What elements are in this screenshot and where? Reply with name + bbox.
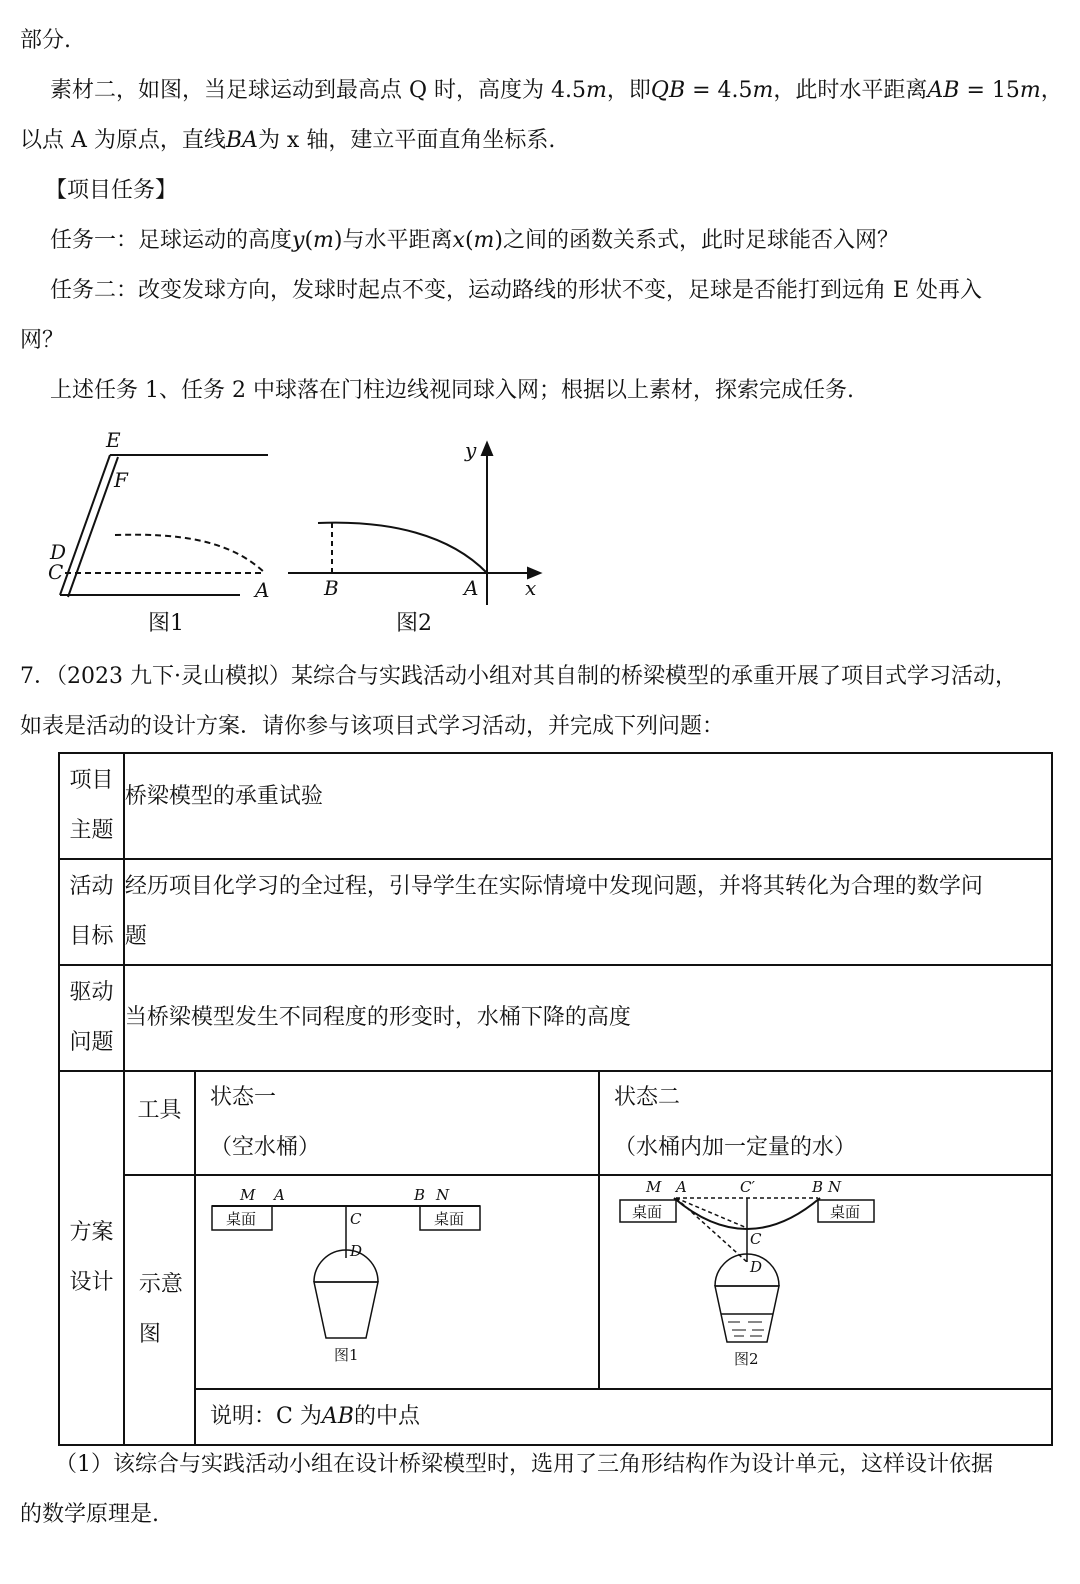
intro-text: ，此时水平距离 bbox=[773, 78, 928, 103]
math-y: y bbox=[292, 228, 305, 253]
intro-text: 素材二，如图，当足球运动到最高点 Q 时，高度为 4.5 bbox=[50, 78, 587, 103]
table-row bbox=[59, 1071, 1052, 1175]
row-head-plan bbox=[59, 1071, 124, 1445]
y-axis-arrow bbox=[482, 443, 492, 455]
goal-post-inner bbox=[68, 457, 118, 597]
intro-line-0: 部分. bbox=[20, 28, 71, 53]
task-text: 任务一：足球运动的高度 bbox=[50, 228, 293, 253]
label-A-origin: A bbox=[464, 576, 479, 600]
label-B: B bbox=[811, 1178, 824, 1196]
head-text: 项目 bbox=[69, 768, 114, 793]
state-2-cell bbox=[599, 1071, 1052, 1175]
label-B: B bbox=[324, 576, 339, 600]
task-text: )与水平距离 bbox=[333, 228, 453, 253]
topic-cell: 桥梁模型的承重试验 bbox=[124, 753, 1052, 859]
label-N: N bbox=[827, 1178, 842, 1196]
diagram-2-cell bbox=[599, 1175, 1052, 1389]
math-AB: AB bbox=[321, 1404, 354, 1429]
row-head-goal bbox=[59, 859, 124, 965]
question-7-line-1: 7．（2023 九下·灵山模拟）某综合与实践活动小组对其自制的桥梁模型的承重开展了项目式学习活动， bbox=[20, 664, 1017, 689]
dashed-AD bbox=[676, 1198, 747, 1262]
head-text: 活动 bbox=[69, 874, 114, 899]
water-hatching bbox=[728, 1322, 764, 1336]
label-C: C bbox=[48, 560, 64, 584]
table-row bbox=[59, 965, 1052, 1071]
fig2-caption: 图2 bbox=[396, 611, 432, 636]
head-text: 设计 bbox=[69, 1270, 114, 1295]
desk-label-right: 桌面 bbox=[829, 1203, 860, 1221]
label-C: C bbox=[350, 1210, 362, 1228]
intro-text: = 15 bbox=[959, 78, 1020, 103]
math-m: m bbox=[473, 228, 495, 253]
desk-label-left: 桌面 bbox=[631, 1203, 662, 1221]
bucket-body bbox=[314, 1282, 378, 1338]
label-D: D bbox=[50, 540, 67, 564]
state-1-title: 状态一 bbox=[210, 1085, 277, 1110]
task-1 bbox=[50, 226, 899, 256]
math-m: m bbox=[313, 228, 334, 253]
label-F: F bbox=[114, 468, 128, 492]
task-2-line-2: 网？ bbox=[20, 328, 65, 353]
task-text: ( bbox=[464, 228, 474, 253]
bridge-diagram-2 bbox=[600, 1176, 1050, 1382]
goal-text: 题 bbox=[124, 924, 147, 949]
head-text: 驱动 bbox=[69, 980, 114, 1005]
dashed-trajectory bbox=[115, 535, 265, 573]
head-text: 方案 bbox=[69, 1220, 114, 1245]
table-row bbox=[59, 1175, 1052, 1389]
intro-text: ，即 bbox=[606, 78, 651, 103]
diagram-2-caption: 图2 bbox=[733, 1350, 759, 1368]
part-1-line-2: 的数学原理是. bbox=[20, 1502, 159, 1527]
label-y: y bbox=[465, 438, 477, 462]
table-row bbox=[59, 859, 1052, 965]
math-AB: AB bbox=[927, 78, 960, 103]
intro-line-1 bbox=[50, 76, 1063, 106]
label-B: B bbox=[414, 1186, 426, 1204]
label-A: A bbox=[255, 578, 270, 602]
state-1-cell bbox=[195, 1071, 599, 1175]
goal-cell bbox=[124, 859, 1052, 965]
bridge-diagram-1 bbox=[196, 1176, 596, 1382]
label-M: M bbox=[645, 1178, 662, 1196]
task-text: )之间的函数关系式，此时足球能否入网？ bbox=[494, 228, 899, 253]
label-C: C bbox=[749, 1230, 762, 1248]
intro-text: 以点 A 为原点，直线 bbox=[20, 128, 226, 153]
intro-text: ， bbox=[1040, 78, 1063, 103]
label-D: D bbox=[749, 1258, 763, 1276]
math-QB: QB bbox=[650, 78, 686, 103]
math-m: m bbox=[586, 78, 607, 103]
part-1-line-1: （1）该综合与实践活动小组在设计桥梁模型时，选用了三角形结构作为设计单元，这样设计依据 bbox=[55, 1452, 994, 1477]
state-2-title: 状态二 bbox=[613, 1085, 680, 1110]
tool-label: 工具 bbox=[124, 1071, 195, 1175]
design-plan-table bbox=[58, 752, 1053, 1446]
label-x: x bbox=[525, 576, 537, 600]
label-A: A bbox=[274, 1186, 285, 1204]
diagram-label-text: 图 bbox=[138, 1322, 161, 1347]
state-2-subtitle: （水桶内加一定量的水） bbox=[613, 1135, 856, 1160]
intro-text: 为 x 轴，建立平面直角坐标系. bbox=[257, 128, 556, 153]
note-text: 说明：C 为 bbox=[210, 1404, 322, 1429]
desk-label-left: 桌面 bbox=[226, 1210, 257, 1228]
math-m: m bbox=[752, 78, 774, 103]
row-head-question bbox=[59, 965, 124, 1071]
label-A: A bbox=[675, 1178, 687, 1196]
fig1-caption: 图1 bbox=[148, 611, 184, 636]
desk-label-right: 桌面 bbox=[434, 1210, 465, 1228]
head-text: 问题 bbox=[69, 1030, 114, 1055]
diagram-label bbox=[124, 1175, 195, 1445]
diagram-1-cell bbox=[195, 1175, 599, 1389]
math-BA: BA bbox=[225, 128, 258, 153]
label-C-prime: C′ bbox=[739, 1178, 755, 1196]
football-figures bbox=[40, 425, 560, 645]
table-row bbox=[59, 1389, 1052, 1445]
head-text: 主题 bbox=[69, 818, 114, 843]
task-2-line-1: 任务二：改变发球方向，发球时起点不变，运动路线的形状不变，足球是否能打到远角 E 处再入 bbox=[50, 278, 983, 303]
math-m: m bbox=[1019, 78, 1041, 103]
task-text: ( bbox=[304, 228, 314, 253]
label-M: M bbox=[240, 1186, 256, 1204]
row-head-topic bbox=[59, 753, 124, 859]
intro-text: = 4.5 bbox=[685, 78, 753, 103]
dashed-AC bbox=[676, 1198, 747, 1228]
figure-1 bbox=[60, 455, 268, 597]
label-E: E bbox=[106, 428, 121, 452]
label-D: D bbox=[350, 1242, 363, 1260]
intro-line-2 bbox=[20, 126, 555, 156]
parabola bbox=[318, 523, 487, 573]
note-cell bbox=[195, 1389, 1052, 1445]
goal-text: 经历项目化学习的全过程，引导学生在实际情境中发现问题，并将其转化为合理的数学问 bbox=[124, 874, 983, 899]
diagram-1-caption: 图1 bbox=[334, 1346, 359, 1364]
state-1-subtitle: （空水桶） bbox=[210, 1135, 321, 1160]
math-x: x bbox=[452, 228, 465, 253]
tasks-note: 上述任务 1、任务 2 中球落在门柱边线视同球入网；根据以上素材，探索完成任务. bbox=[50, 378, 854, 403]
label-N: N bbox=[436, 1186, 450, 1204]
diagram-label-text: 示意 bbox=[138, 1272, 183, 1297]
tasks-heading: 【项目任务】 bbox=[45, 178, 178, 203]
question-cell: 当桥梁模型发生不同程度的形变时，水桶下降的高度 bbox=[124, 965, 1052, 1071]
head-text: 目标 bbox=[69, 924, 114, 949]
note-text: 的中点 bbox=[353, 1404, 420, 1429]
question-7-line-2: 如表是活动的设计方案．请你参与该项目式学习活动，并完成下列问题： bbox=[20, 714, 725, 739]
table-row bbox=[59, 753, 1052, 859]
